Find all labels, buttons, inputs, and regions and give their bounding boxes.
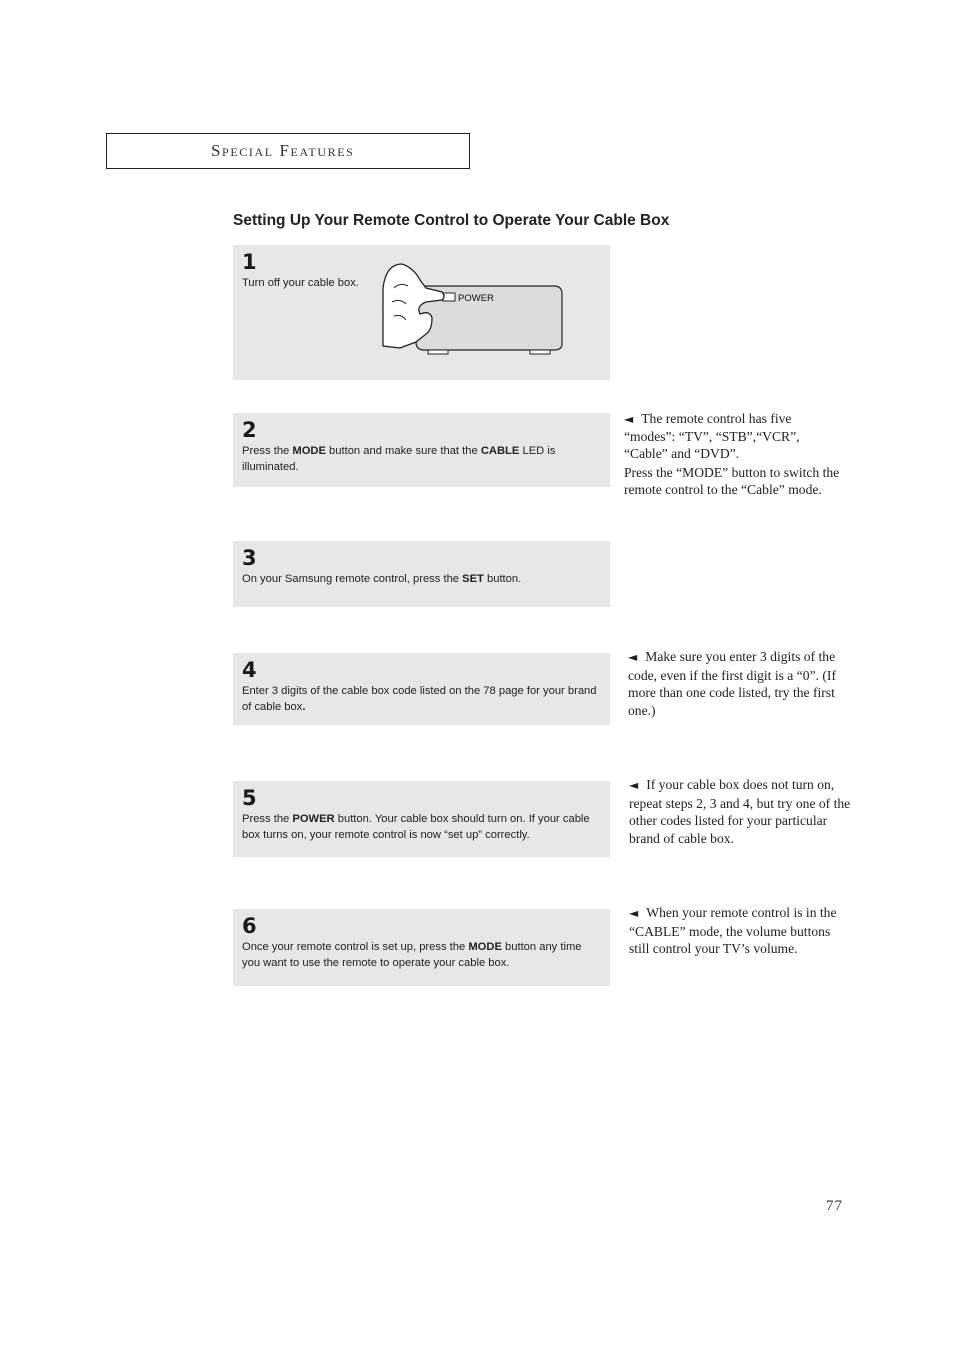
- step-keyword: MODE: [468, 941, 502, 953]
- step-text: [242, 683, 602, 715]
- page-number: 77: [826, 1198, 843, 1214]
- step-4-box: [233, 653, 610, 725]
- step-text-run: Once your remote control is set up, press the: [242, 941, 469, 953]
- section-title: Special Features: [211, 141, 355, 160]
- step-keyword: .: [302, 701, 306, 713]
- note-paragraph: [629, 904, 841, 958]
- page-heading: Setting Up Your Remote Control to Operate Your Cable Box: [233, 212, 670, 229]
- step-number: 5: [242, 786, 257, 810]
- step-text-run: On your Samsung remote control, press the: [242, 573, 463, 585]
- power-button: [443, 293, 455, 301]
- step-text-run: button.: [483, 573, 522, 585]
- step-number: 3: [242, 546, 257, 570]
- step-number: 2: [242, 418, 257, 442]
- note-paragraph: [629, 776, 853, 847]
- step-text-run: LED is illuminated.: [242, 445, 556, 473]
- step-text-run: Press the: [242, 445, 293, 457]
- note-step-4: [628, 648, 844, 719]
- step-text: [242, 811, 602, 843]
- step-keyword: POWER: [292, 813, 335, 825]
- step-3-box: [233, 541, 610, 607]
- note-step-2: [624, 410, 842, 498]
- step-text: [242, 443, 602, 475]
- power-label: POWER: [458, 293, 494, 304]
- left-arrow-icon: ◄: [629, 778, 639, 792]
- left-arrow-icon: ◄: [628, 650, 638, 664]
- step-number: 4: [242, 658, 257, 682]
- note-text: Make sure you enter 3 digits of the code, even if the first digit is a “0”. (If more than one code listed, try the first one.): [628, 649, 836, 718]
- note-text: If your cable box does not turn on, repeat steps 2, 3 and 4, but try one of the other codes listed for your particular brand of cable box.: [629, 777, 851, 846]
- left-arrow-icon: ◄: [624, 412, 634, 426]
- note-text: Press the “MODE” button to switch the remote control to the “Cable” mode.: [624, 465, 840, 497]
- left-arrow-icon: ◄: [629, 906, 639, 920]
- step-6-box: [233, 909, 610, 986]
- step-keyword: CABLE: [480, 445, 520, 457]
- step-keyword: MODE: [292, 445, 326, 457]
- note-paragraph: [624, 410, 842, 462]
- step-2-box: [233, 413, 610, 487]
- step-text: [242, 571, 602, 587]
- note-step-6: [629, 904, 841, 958]
- step-number: 1: [242, 250, 257, 274]
- cable-box-foot-left: [428, 350, 448, 354]
- note-text: When your remote control is in the “CABLE” mode, the volume buttons still control your TV’s volume.: [629, 905, 837, 956]
- note-step-5: [629, 776, 853, 847]
- step-text-run: Turn off your cable box.: [242, 277, 359, 289]
- note-text: The remote control has five “modes”: “TV”, “STB”,“VCR”, “Cable” and “DVD”.: [624, 411, 800, 461]
- step-text-run: Enter 3 digits of the cable box code listed on the 78 page for your brand of cable box: [242, 685, 597, 713]
- step-text-run: button. Your cable box should turn on. If your cable box turns on, your remote control is now “set up” correctly.: [242, 813, 590, 841]
- step-text: [242, 939, 602, 971]
- step-number: 6: [242, 914, 257, 938]
- note-paragraph: [624, 464, 842, 498]
- section-header: [106, 133, 470, 169]
- step-text-run: button any time you want to use the remote to operate your cable box.: [242, 941, 582, 969]
- step-text-run: button and make sure that the: [325, 445, 481, 457]
- step-5-box: [233, 781, 610, 857]
- cable-box-illustration: [380, 258, 570, 356]
- cable-box-foot-right: [530, 350, 550, 354]
- step-keyword: SET: [462, 573, 484, 585]
- note-paragraph: [628, 648, 844, 719]
- step-text-run: Press the: [242, 813, 293, 825]
